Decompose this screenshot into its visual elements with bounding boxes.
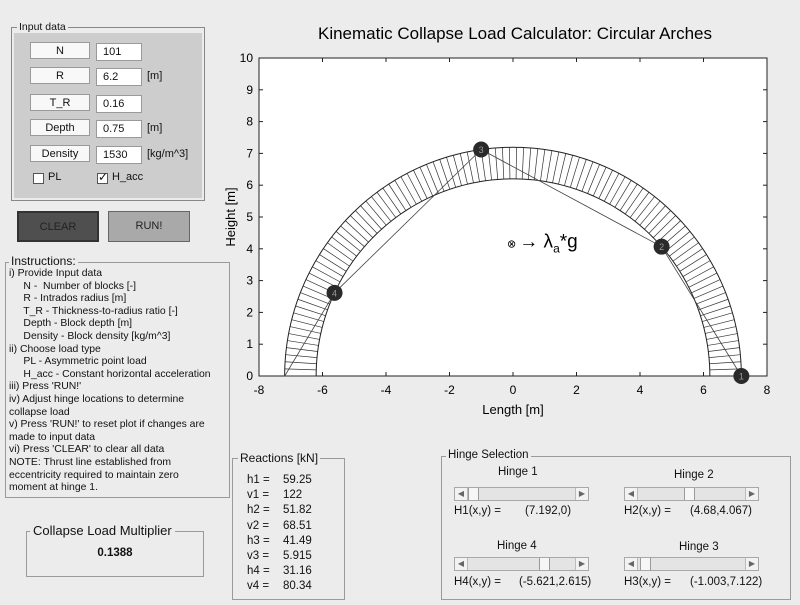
field-input-depth[interactable]: 0.75 [96,120,142,138]
field-unit: [m] [147,70,163,82]
chart-title: Kinematic Collapse Load Calculator: Circular Arches [317,24,713,43]
hinge-number: 4 [332,288,338,299]
field-input-t-r[interactable]: 0.16 [96,95,142,113]
field-label-n: N [30,42,90,59]
field-label-t-r: T_R [30,94,90,111]
h-acc-label: H_acc [112,171,144,183]
instruction-line: made to input data [9,431,96,443]
instruction-line: T_R - Thickness-to-radius ratio [-] [9,305,178,317]
field-unit: [kg/m^3] [147,148,189,160]
reaction-label: h4 = [247,565,270,578]
instruction-line: i) Provide Input data [9,268,102,279]
instruction-line: H_acc - Constant horizontal acceleration [9,368,211,380]
slider-left-arrow-icon[interactable]: ◀ [455,488,468,500]
pl-label: PL [48,171,62,183]
reaction-label: v3 = [247,550,270,562]
x-tick-label: -6 [317,383,328,397]
x-axis-label: Length [m] [482,402,544,417]
instructions-title: Instructions: [11,254,76,268]
reaction-value: 31.16 [283,565,312,578]
reaction-label: h3 = [247,534,270,547]
hinge-number: 1 [738,371,744,382]
y-tick-label: 10 [239,51,253,65]
y-tick-label: 3 [246,273,253,288]
reaction-value: 59.25 [283,474,312,486]
instruction-line: iii) Press 'RUN!' [9,381,82,393]
slider-left-arrow-icon[interactable]: ◀ [625,488,638,500]
reaction-value: 122 [283,489,303,502]
instruction-line: v) Press 'RUN!' to reset plot if changes are [9,419,205,431]
slider-right-arrow-icon[interactable]: ▶ [745,488,758,500]
instruction-line: R - Intrados radius [m] [9,293,127,305]
instruction-line: Density - Block density [kg/m^3] [9,330,171,342]
instruction-line: ii) Choose load type [9,343,101,355]
reaction-label: v4 = [247,580,270,593]
instruction-line: iv) Adjust hinge locations to determine [9,393,185,405]
reaction-label: v2 = [247,519,270,532]
hinge-4-coord-value: (-5.621,2.615) [519,576,592,588]
slider-right-arrow-icon[interactable]: ▶ [745,558,758,570]
instruction-line: moment at hinge 1. [9,482,98,494]
reaction-value: 51.82 [283,504,312,517]
y-tick-label: 0 [246,369,253,383]
reaction-value: 41.49 [283,534,312,547]
reaction-label: v1 = [247,489,270,502]
hinge-4-title: Hinge 4 [497,540,537,552]
x-tick-label: -8 [253,383,265,397]
instruction-line: Depth - Block depth [m] [9,318,133,330]
y-tick-label: 1 [246,337,253,352]
x-tick-label: 8 [763,383,771,397]
y-tick-label: 5 [246,210,253,224]
hinge-3-coord-label: H3(x,y) = [624,576,671,588]
instruction-line: eccentricity required to maintain zero [9,469,179,481]
slider-left-arrow-icon[interactable]: ◀ [455,558,468,570]
x-tick-label: -4 [380,383,392,397]
x-tick-label: 2 [573,383,580,397]
instruction-line: NOTE: Thrust line established from [9,456,172,468]
reaction-label: h2 = [247,504,270,517]
field-input-r[interactable]: 6.2 [96,68,142,86]
x-tick-label: 0 [509,383,517,397]
field-label-r: R [30,67,90,84]
hinge-3-coord-value: (-1.003,7.122) [690,576,763,588]
field-unit: [m] [147,122,163,134]
instruction-line: collapse load [9,406,70,418]
hinge-2-coord-label: H2(x,y) = [624,505,671,517]
hinge-1-coord-label: H1(x,y) = [454,505,501,517]
reaction-value: 5.915 [283,550,312,562]
hinge-number: 2 [659,242,665,253]
slider-right-arrow-icon[interactable]: ▶ [575,488,588,500]
instruction-line: vi) Press 'CLEAR' to clear all data [9,444,165,456]
y-tick-label: 8 [246,114,253,129]
hinge-2-coord-value: (4.68,4.067) [690,505,753,517]
reaction-value: 80.34 [283,580,312,593]
hinge-4-coord-label: H4(x,y) = [454,576,501,588]
slider-right-arrow-icon[interactable]: ▶ [575,558,588,570]
hinge-1-title: Hinge 1 [498,466,538,478]
input-data-title: Input data [19,21,66,33]
y-axis-label: Height [m] [223,187,238,247]
hinge-1-coord-value: (7.192,0) [525,505,572,517]
load-annotation: ⊗ → $\lambda_a*g$ [507,231,578,256]
run-button[interactable]: RUN! [108,211,190,242]
plot-area [259,58,767,376]
field-input-n[interactable]: 101 [96,43,142,61]
hinge-number: 3 [478,145,484,156]
reaction-value: 68.51 [283,519,312,532]
clear-button[interactable]: CLEAR [17,211,99,242]
field-label-density: Density [30,145,90,162]
x-tick-label: 4 [636,383,644,397]
y-tick-label: 2 [246,305,253,320]
reaction-label: h1 = [247,474,270,486]
hinge-2-title: Hinge 2 [674,469,714,481]
y-tick-label: 9 [246,82,253,97]
hinge-3-title: Hinge 3 [679,541,719,553]
instruction-line: PL - Asymmetric point load [9,356,147,368]
hinge-selection-title: Hinge Selection [448,449,529,461]
field-input-density[interactable]: 1530 [96,146,142,164]
x-tick-label: 6 [700,383,707,397]
field-label-depth: Depth [30,119,90,136]
reactions-title: Reactions [kN] [240,451,319,465]
y-tick-label: 4 [246,241,253,256]
instruction-line: N - Number of blocks [-] [9,280,137,292]
x-tick-label: -2 [444,383,455,397]
collapse-load-value: 0.1388 [97,547,133,559]
collapse-load-title: Collapse Load Multiplier [30,523,175,538]
y-tick-label: 7 [246,146,253,161]
slider-left-arrow-icon[interactable]: ◀ [625,558,638,570]
y-tick-label: 6 [246,178,253,193]
